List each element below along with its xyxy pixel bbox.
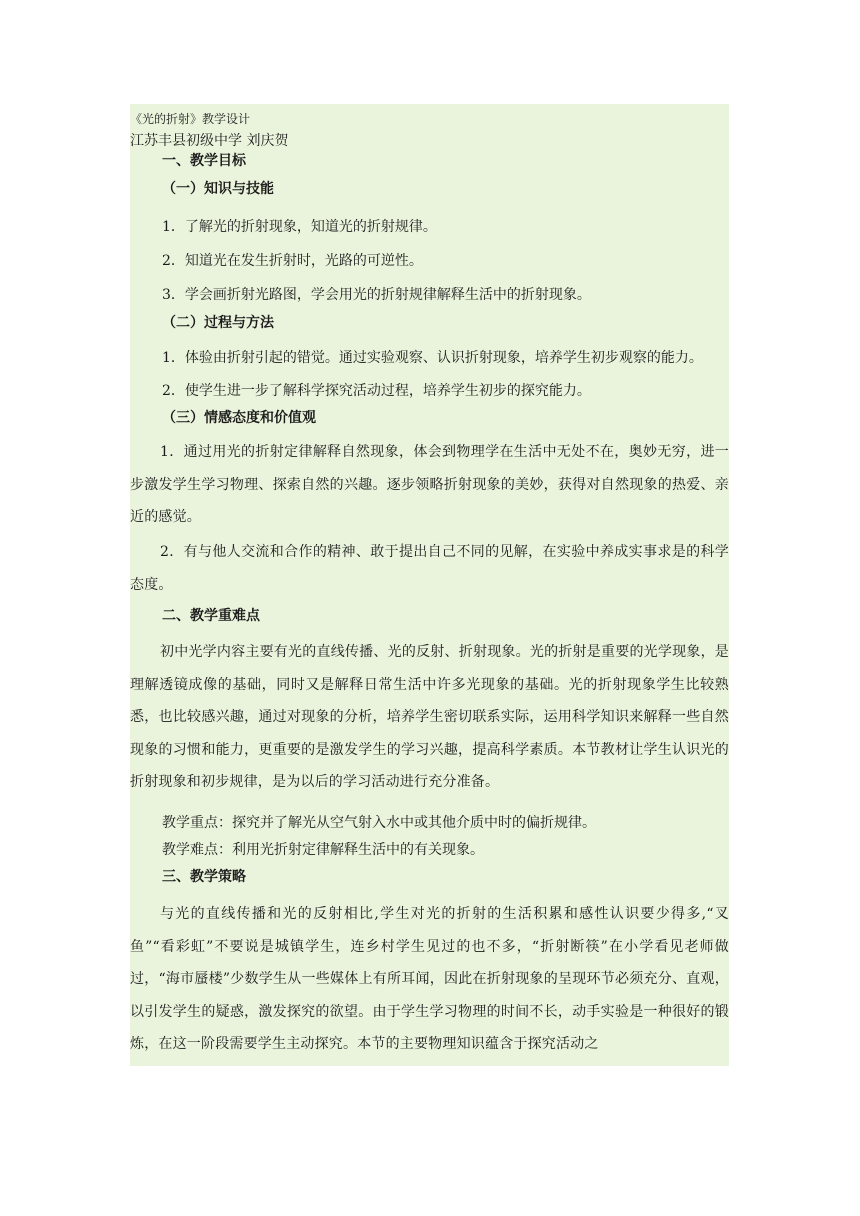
author-line: 江苏丰县初级中学 刘庆贺 [130, 133, 289, 149]
emotion-item-2: 2．有与他人交流和合作的精神、敢于提出自己不同的见解，在实验中养成实事求是的科学态度。 [130, 544, 729, 593]
key-point-line: 教学重点：探究并了解光从空气射入水中或其他介质中时的偏折规律。 [162, 815, 596, 831]
process-item-2: 2．使学生进一步了解科学探究活动过程，培养学生初步的探究能力。 [162, 383, 591, 399]
heading-key-difficulties: 二、教学重难点 [162, 608, 260, 624]
document-page [130, 104, 729, 1066]
strategy-paragraph: 与光的直线传播和光的反射相比,学生对光的折射的生活积累和感性认识要少得多,“叉鱼”“看彩虹”不要说是城镇学生，连乡村学生见过的也不多，“折射断筷”在小学看见老师做过，“海市蜃楼”少数学生从一些媒体上有所耳闻，因此在折射现象的呈现环节必须充分、直观，以引发学生的疑惑，激发探究的欲望。由于学生学习物理的时间不长，动手实验是一种很好的锻炼，在这一阶段需要学生主动探究。本节的主要物理知识蕴含于探究活动之 [130, 906, 729, 1052]
subheading-emotion-values: （三）情感态度和价值观 [162, 410, 316, 426]
document-title: 《光的折射》教学设计 [130, 112, 251, 126]
subheading-knowledge-skills: （一）知识与技能 [162, 181, 274, 197]
heading-teaching-goals: 一、教学目标 [162, 153, 246, 169]
subheading-process-methods: （二）过程与方法 [162, 315, 274, 331]
process-item-1: 1．体验由折射引起的错觉。通过实验观察、认识折射现象，培养学生初步观察的能力。 [162, 350, 703, 366]
hard-point-line: 教学难点：利用光折射定律解释生活中的有关现象。 [162, 842, 484, 858]
knowledge-item-3: 3．学会画折射光路图，学会用光的折射规律解释生活中的折射现象。 [162, 287, 591, 303]
heading-teaching-strategy: 三、教学策略 [162, 869, 246, 885]
difficulty-paragraph: 初中光学内容主要有光的直线传播、光的反射、折射现象。光的折射是重要的光学现象，是理解透镜成像的基础，同时又是解释日常生活中许多光现象的基础。光的折射现象学生比较熟悉，也比较感兴趣，通过对现象的分析，培养学生密切联系实际，运用科学知识来解释一些自然现象的习惯和能力，更重要的是激发学生的学习兴趣，提高科学素质。本节教材让学生认识光的折射现象和初步规律，是为以后的学习活动进行充分准备。 [130, 644, 729, 790]
knowledge-item-1: 1．了解光的折射现象，知道光的折射规律。 [162, 219, 437, 235]
emotion-item-1: 1．通过用光的折射定律解释自然现象，体会到物理学在生活中无处不在，奥妙无穷，进一步激发学生学习物理、探索自然的兴趣。逐步领略折射现象的美妙，获得对自然现象的热爱、亲近的感觉。 [130, 444, 729, 525]
knowledge-item-2: 2．知道光在发生折射时，光路的可逆性。 [162, 253, 423, 269]
